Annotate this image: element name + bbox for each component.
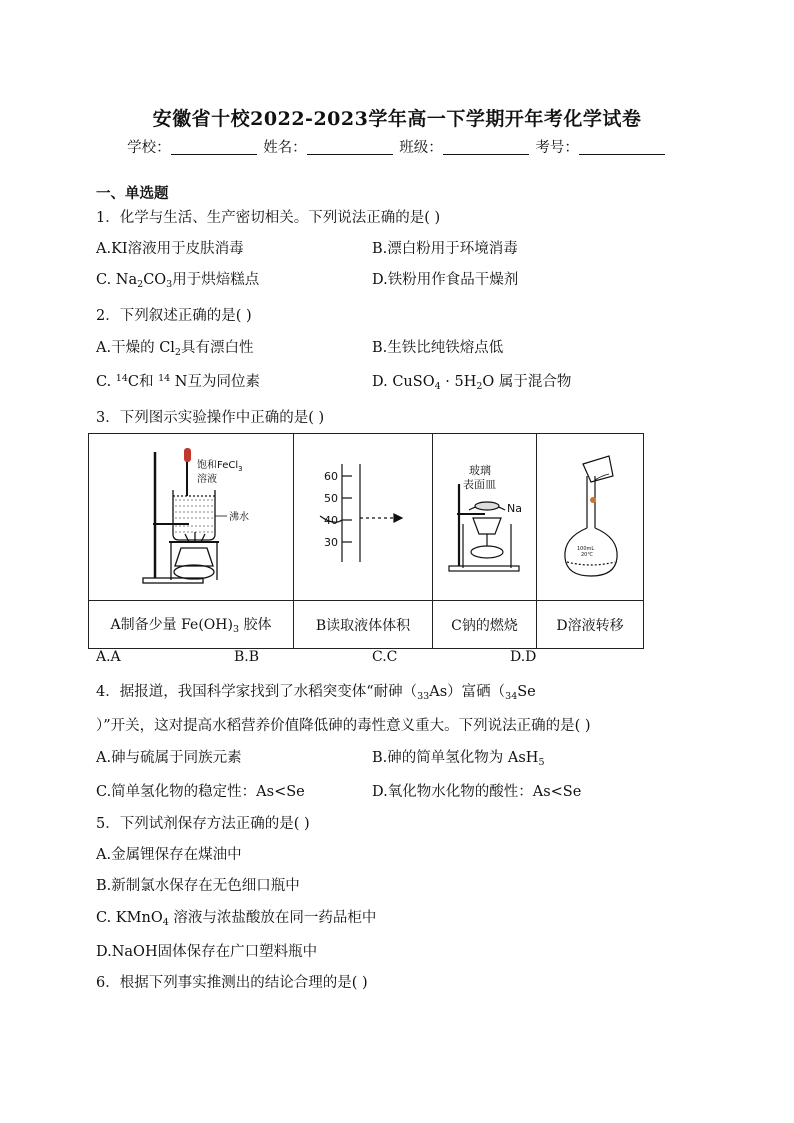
page-title: 安徽省十校2022-2023学年高一下学期开年考化学试卷 [152, 108, 642, 130]
q4-option-c: C.简单氢化物的稳定性：As<Se [96, 784, 305, 800]
fig-c-caption: C钠的燃烧 [433, 601, 537, 649]
q2-c-post: N互为同位素 [170, 374, 260, 390]
fig-a-label2: 溶液 [197, 474, 217, 485]
cap-a-post: 胶体 [239, 617, 272, 633]
q1-option-b: B.漂白粉用于环境消毒 [372, 241, 518, 257]
q5-option-c [96, 906, 376, 928]
q5-c-post: 溶液与浓盐酸放在同一药品柜中 [168, 910, 377, 926]
q1-c-sub1: 2 [137, 279, 144, 290]
q4-stem-mid: ）富硒（ [447, 684, 506, 700]
fig-b-tick-50: 50 [324, 492, 338, 505]
q6-stem: 6．根据下列事实推测出的结论合理的是( ) [96, 975, 368, 991]
q5-c-sub: 4 [162, 917, 169, 928]
fig-b-tick-40: 40 [324, 514, 338, 527]
q1-option-a: A.KI溶液用于皮肤消毒 [96, 241, 244, 257]
q4-option-a: A.砷与硫属于同族元素 [96, 750, 242, 766]
q2-d-sub: 4 [434, 381, 441, 392]
school-label: 学校： [127, 140, 171, 156]
fig-c-cell [433, 434, 537, 601]
q2-c-text: C. [96, 374, 116, 390]
q2-a-text: A.干燥的 Cl [96, 340, 175, 356]
q2-d-post: O 属于混合物 [482, 374, 572, 390]
q1-c-text: C. Na [96, 272, 138, 288]
q5-c-text: C. KMnO [96, 910, 163, 926]
q4-option-b [372, 746, 544, 768]
q4-as: As [429, 684, 448, 700]
q4-b-text: B.砷的简单氢化物为 AsH [372, 750, 539, 766]
q4-as-sub: 33 [417, 691, 430, 702]
q4-se-sub: 34 [505, 691, 518, 702]
q2-option-d [372, 370, 571, 392]
q5-option-b: B.新制氯水保存在无色细口瓶中 [96, 878, 300, 894]
fig-a-label1: 饱和FeCl$_3$ [197, 460, 243, 473]
fig-d-label1: 100mL [577, 546, 595, 552]
cap-a-sub: 3 [232, 624, 239, 635]
fig-c-label3: Na [507, 502, 522, 515]
q2-a-post: 具有漂白性 [180, 340, 254, 356]
q2-c-mid: C和 [127, 374, 159, 390]
fig-b-cylinder [294, 434, 432, 596]
fig-a-label3: 沸水 [229, 512, 249, 523]
fig-c-label2: 表面皿 [463, 478, 496, 491]
fig-d-flask [537, 434, 643, 596]
school-blank[interactable] [171, 140, 257, 155]
q2-d-text: D. CuSO [372, 374, 435, 390]
name-blank[interactable] [307, 140, 393, 155]
q2-option-b: B.生铁比纯铁熔点低 [372, 340, 504, 356]
q1-c-post: 用于烘焙糕点 [172, 272, 260, 288]
q2-c-sup1: 14 [115, 373, 128, 384]
q5-option-d: D.NaOH固体保存在广口塑料瓶中 [96, 944, 318, 960]
number-label: 考号： [535, 140, 579, 156]
q4-stem-line1 [96, 680, 536, 702]
q4-stem-text: 4．据报道，我国科学家找到了水稻突变体“耐砷（ [96, 684, 418, 700]
q2-option-a [96, 336, 253, 358]
class-blank[interactable] [443, 140, 529, 155]
student-info-line [0, 136, 794, 157]
q2-stem: 2．下列叙述正确的是( ) [96, 308, 252, 324]
q3-option-a: A.A [96, 649, 121, 665]
q3-option-b: B.B [234, 649, 260, 665]
fig-b-cell [294, 434, 433, 601]
q1-c-mid: CO [143, 272, 167, 288]
fig-d-caption: D溶液转移 [537, 601, 644, 649]
fig-a-apparatus [89, 434, 293, 596]
q4-b-sub: 5 [538, 757, 545, 768]
q1-stem: 1．化学与生活、生产密切相关。下列说法正确的是( ) [96, 210, 441, 226]
q3-stem: 3．下列图示实验操作中正确的是( ) [96, 410, 325, 426]
q1-option-d: D.铁粉用作食品干燥剂 [372, 272, 519, 288]
name-label: 姓名： [263, 140, 307, 156]
section-heading: 一、单选题 [96, 185, 169, 202]
fig-b-caption: B读取液体体积 [294, 601, 433, 649]
fig-d-cell [537, 434, 644, 601]
cap-a-text: A制备少量 Fe(OH) [110, 617, 233, 633]
fig-c-label1: 玻璃 [469, 464, 491, 477]
q1-option-c [96, 268, 259, 290]
fig-a-caption [89, 601, 294, 649]
fig-a-cell [89, 434, 294, 601]
q2-option-c [96, 370, 260, 391]
q3-option-d: D.D [510, 649, 537, 665]
fig-b-tick-30: 30 [324, 536, 338, 549]
q4-stem-line2: ）”开关，这对提高水稻营养价值降低砷的毒性意义重大。下列说法正确的是( ) [96, 718, 591, 734]
q4-option-d: D.氧化物水化物的酸性：As<Se [372, 784, 582, 800]
q3-option-c: C.C [372, 649, 398, 665]
fig-b-tick-60: 60 [324, 470, 338, 483]
q5-option-a: A.金属锂保存在煤油中 [96, 847, 242, 863]
q4-se: Se [517, 684, 536, 700]
q5-stem: 5．下列试剂保存方法正确的是( ) [96, 816, 310, 832]
fig-c-apparatus [433, 434, 536, 596]
q2-d-sub2: 2 [476, 381, 483, 392]
fig-d-label2: 20℃ [581, 552, 593, 558]
q2-a-sub: 2 [174, 347, 181, 358]
q2-c-sup2: 14 [158, 373, 171, 384]
class-label: 班级： [399, 140, 443, 156]
q3-figure-table [88, 433, 644, 649]
q1-c-sub2: 3 [166, 279, 173, 290]
number-blank[interactable] [579, 140, 665, 155]
q2-d-mid: · 5H [440, 374, 477, 390]
